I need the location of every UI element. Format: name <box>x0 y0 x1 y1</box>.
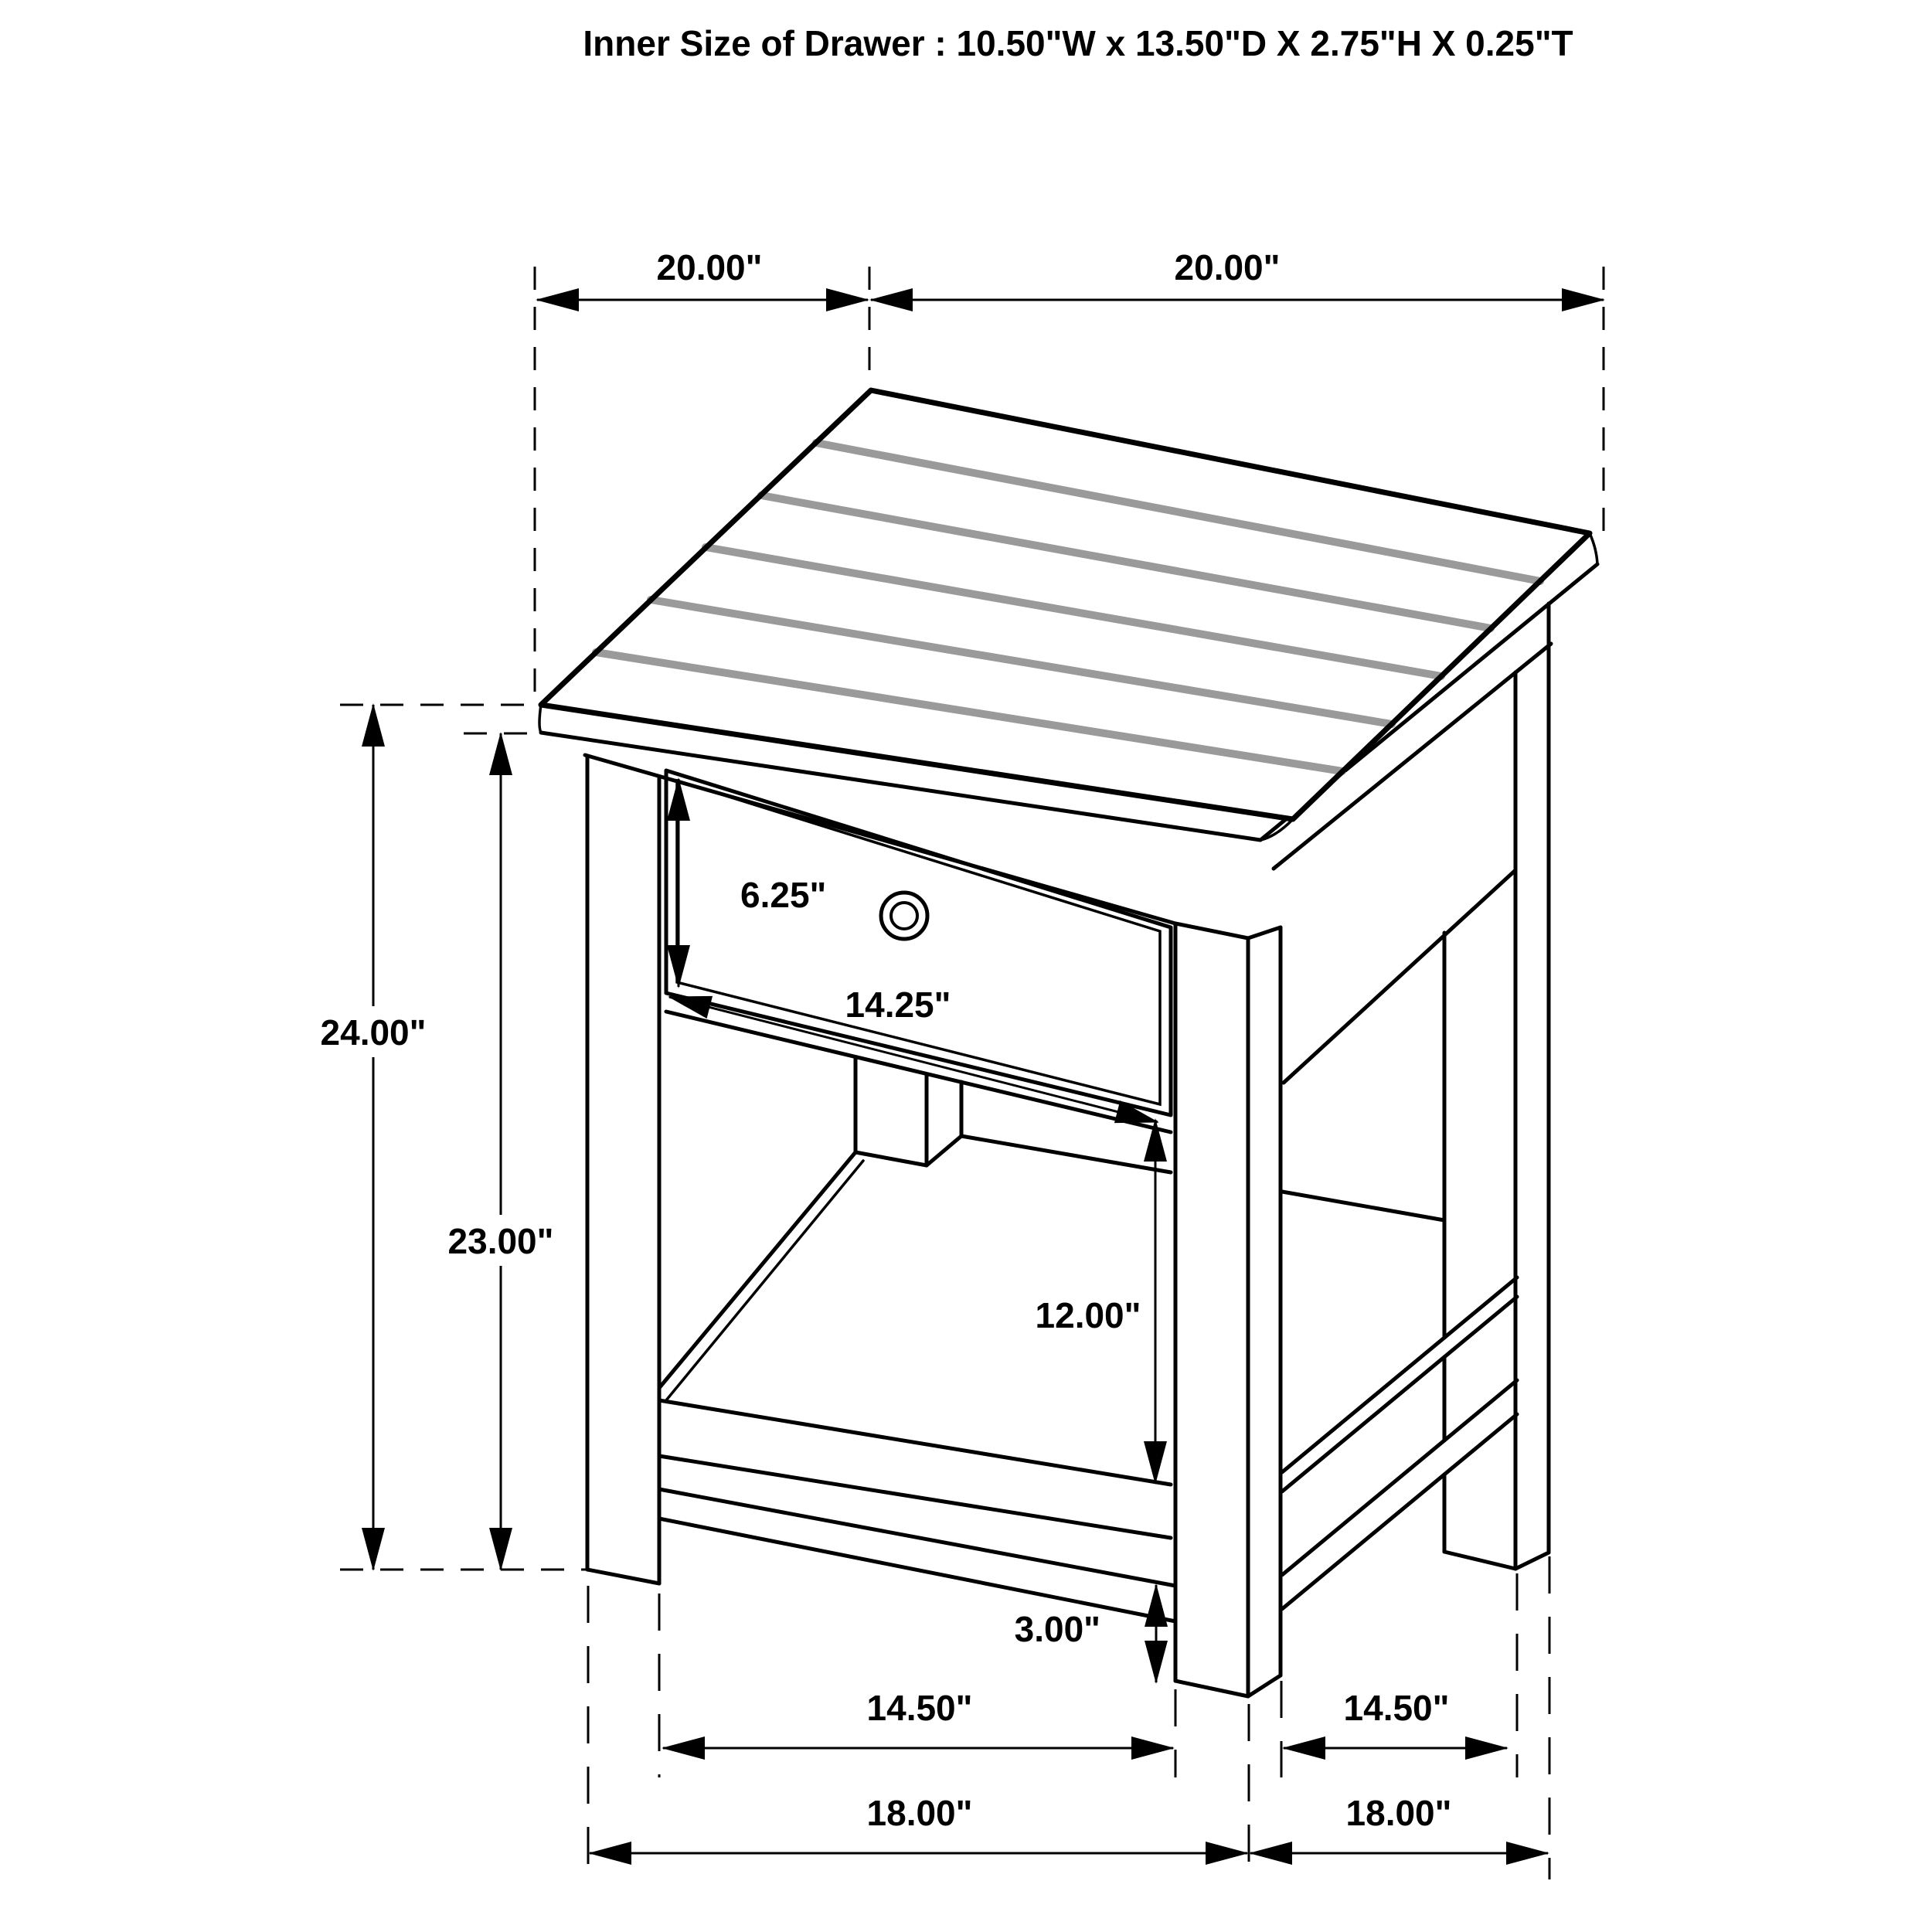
dim-top-width: 20.00" <box>1174 247 1281 287</box>
dim-overall-height: 24.00" <box>320 1012 427 1053</box>
dim-leg-span-side: 14.50" <box>1343 1688 1450 1728</box>
dim-drawer-face-height: 6.25" <box>740 875 827 915</box>
dim-floor-clearance: 3.00" <box>1014 1609 1100 1649</box>
diagram-title: Inner Size of Drawer : 10.50"W x 13.50"D X 2.75"H X 0.25"T <box>583 23 1573 63</box>
dim-shelf-opening-height: 12.00" <box>1035 1295 1141 1335</box>
dim-underside-height: 23.00" <box>447 1221 554 1261</box>
dim-base-width: 18.00" <box>866 1793 973 1833</box>
dim-base-depth: 18.00" <box>1345 1793 1452 1833</box>
dim-leg-span-front: 14.50" <box>866 1688 973 1728</box>
dim-drawer-opening-width: 14.25" <box>845 985 951 1025</box>
dim-top-depth: 20.00" <box>656 247 763 287</box>
